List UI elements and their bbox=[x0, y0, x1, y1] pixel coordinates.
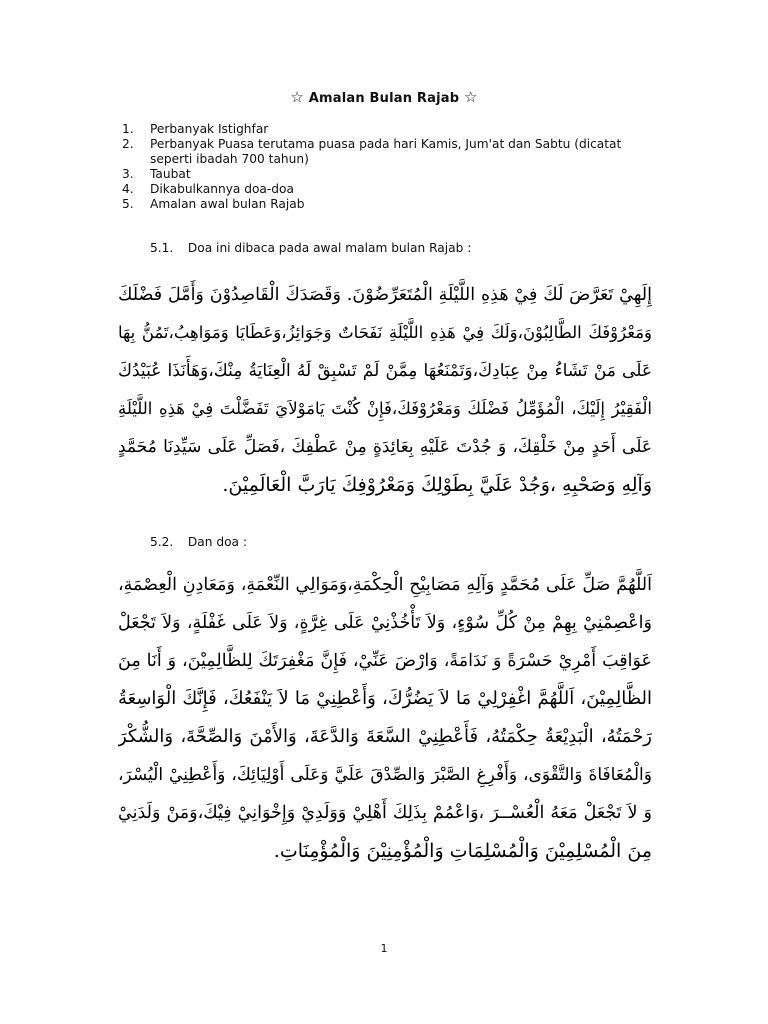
list-item-text: Perbanyak Istighfar bbox=[150, 122, 269, 136]
arabic-line: عَلَى أَحَدٍ مِنْ خَلْقِكَ، وَ جُدْتَ عَلَيْهِ بِعَائِدَةٍ مِنْ عَطْفِكَ ،فَصَلِّ عَلَى سَيِّدِنَا مُحَمَّدٍ bbox=[118, 437, 652, 457]
arabic-line: مِنَ الْمُسْلِمِيْنَ وَالْمُسْلِمَاتِ وَالْمُؤْمِنِيْنَ وَالْمُؤْمِنَاتِ. bbox=[273, 840, 652, 862]
title-text: Amalan Bulan Rajab bbox=[308, 91, 460, 106]
arabic-line: الْفَقِيْرُ إِلَيْكَ، الْمُؤَمِّلُ فَضْلَكَ وَمَعْرُوْفَكَ،فَإِنْ كُنْتَ يَامَوْلاَيَ تَفَضَّلْتَ فِيْ هَذِهِ اللَّيْلَةِ bbox=[118, 399, 652, 418]
section-heading-text: Doa ini dibaca pada awal malam bulan Rajab : bbox=[187, 241, 472, 255]
section-heading-doa-2 bbox=[150, 535, 247, 549]
amalan-list bbox=[122, 122, 682, 212]
section-heading-text: Dan doa : bbox=[187, 535, 247, 549]
arabic-line: وَالْمُعَافَاةَ وَالتَّقْوَى، وَأَفْرِغِ الصَّبْرَ وَالصِّدْقَ عَلَيَّ وَعَلَى أَوْلِيَائِكَ، وَأَعْطِنِيْ الْيُسْرَ، bbox=[118, 765, 652, 785]
list-item-number: 4. bbox=[122, 182, 134, 196]
section-heading-doa-1 bbox=[150, 241, 471, 255]
list-item bbox=[122, 197, 682, 212]
list-item-text: Amalan awal bulan Rajab bbox=[150, 197, 305, 211]
star-right-icon: ☆ bbox=[463, 88, 478, 106]
arabic-line: الظَّالِمِيْنَ، اَللَّهُمَّ اغْفِرْلِيْ مَا لاَ يَضُرُّكَ، وَأَعْطِنِيْ مَا لاَ يَنْفَعُكَ، فَإِنَّكَ الْوَاسِعَةُ bbox=[118, 688, 652, 709]
arabic-prayer-1 bbox=[118, 276, 652, 504]
arabic-line: عَلَى مَنْ تَشَاءُ مِنْ عِبَادِكَ،وَتَمْنَعُهَا مِمَّنْ لَمْ تَسْبِقْ لَهُ الْعِنَايَةُ مِنْكَ،وَهَأَنَذَا عُبَيْدُكَ bbox=[118, 361, 652, 381]
arabic-line: وَ لاَ تَجْعَلْ مَعَهُ الْعُسْــرَ ،وَاعْمُمْ بِذَلِكَ أَهْلِيْ وَوَلَدِيْ وَإِخْوَانِيْ فِيْكَ،وَمَنْ وَلَدَنِيْ bbox=[118, 803, 652, 823]
arabic-line: وَآلِهِ وَصَحْبِهِ ،وَجُدْ عَلَيَّ بِطَوْلِكَ وَمَعْرُوْفِكَ يَارَبَّ الْعَالَمِيْنَ. bbox=[222, 474, 652, 496]
list-item-number: 3. bbox=[122, 167, 134, 181]
arabic-prayer-2 bbox=[118, 566, 652, 870]
list-item bbox=[122, 167, 682, 182]
section-number: 5.1. bbox=[150, 241, 174, 255]
page-number: 1 bbox=[380, 942, 388, 955]
arabic-line: وَمَعْرُوْفَكَ الطَّالِبُوْنَ،وَلَكَ فِيْ هَذِهِ اللَّيْلَةِ نَفَحَاتٌ وَجَوَائِزُ،وَعَطَايَا وَمَوَاهِبُ،تَمُنُّ بِهَا bbox=[118, 323, 652, 342]
list-item-number: 5. bbox=[122, 197, 134, 211]
list-item-text: Perbanyak Puasa terutama puasa pada hari Kamis, Jum'at dan Sabtu (dicatat bbox=[150, 137, 622, 151]
star-left-icon: ☆ bbox=[290, 88, 305, 106]
list-item bbox=[122, 122, 682, 137]
list-item-number: 2. bbox=[122, 137, 134, 151]
list-item-number: 1. bbox=[122, 122, 134, 136]
list-item bbox=[122, 137, 682, 167]
arabic-line: إِلَهِيْ تَعَرَّضَ لَكَ فِيْ هَذِهِ اللَّيْلَةِ الْمُتَعَرِّضُوْنَ. وَقَصَدَكَ الْقَاصِدُوْنَ وَأَمَّلَ فَضْلَكَ bbox=[118, 285, 652, 305]
list-item-text: Dikabulkannya doa-doa bbox=[150, 182, 294, 196]
arabic-line: وَاعْصِمْنِيْ بِهِمْ مِنْ كُلِّ سُوْءٍ، وَلاَ تَأْخُذْنِيْ عَلَى غِرَّةٍ، وَلاَ عَلَى غَفْلَةٍ، وَلاَ تَجْعَلْ bbox=[118, 613, 652, 633]
arabic-line: اَللَّهُمَّ صَلِّ عَلَى مُحَمَّدٍ وَآلِهِ مَصَابِيْحِ الْحِكْمَةِ،وَمَوَالِي النِّعْمَةِ، وَمَعَادِنِ الْعِصْمَةِ، bbox=[118, 575, 652, 595]
section-number: 5.2. bbox=[150, 535, 174, 549]
list-item-text: Taubat bbox=[150, 167, 191, 181]
page-title bbox=[0, 88, 768, 106]
arabic-line: رَحْمَتُهُ، الْبَدِيْعَةُ حِكْمَتُهُ، فَأَعْطِنِيْ السَّعَةَ وَالدَّعَةَ، وَالأَمْنَ وَالصِّحَّةَ، وَالشُّكْرَ bbox=[118, 726, 652, 747]
list-item bbox=[122, 182, 682, 197]
list-item-text-continuation: seperti ibadah 700 tahun) bbox=[150, 152, 309, 166]
arabic-line: عَوَاقِبَ أَمْرِيْ حَسْرَةً وَ نَدَامَةً، وَارْضَ عَنِّيْ، فَإِنَّ مَغْفِرَتَكَ لِلظَّالِمِيْنَ، وَ أَنَا مِنَ bbox=[118, 651, 652, 671]
